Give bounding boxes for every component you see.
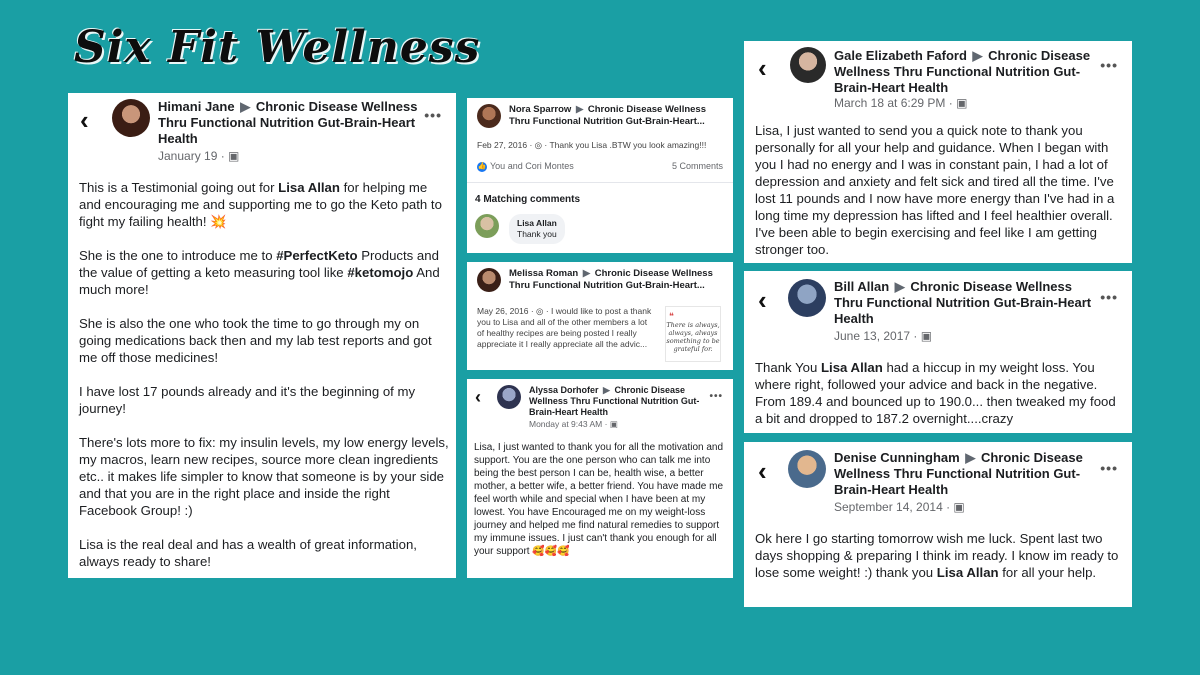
post-header: [158, 99, 418, 147]
comment-text: Thank you: [517, 229, 557, 239]
more-options-icon[interactable]: •••: [1100, 460, 1118, 476]
date-text[interactable]: September 14, 2014: [834, 500, 943, 514]
avatar[interactable]: [788, 450, 826, 488]
brand-logo: Six Fit Wellness: [74, 22, 481, 73]
post-text: Lisa, I just wanted to thank you for all the motivation and support. You are the one person who can talk me into being the best person I can be, health wise, a better mother, a better wife, a better friend. You have made me feel worth while and special when I have been at my lowest. You have Encouraged me on my weight-loss journey and helped me find natural remedies to support my immune issues. I just can't thank you enough for all your support 🥰🥰🥰: [474, 442, 724, 557]
comments-count[interactable]: 5 Comments: [671, 161, 723, 171]
post-text: Lisa, I just wanted to send you a quick note to thank you personally for all your help and guidance. When I began with you I had no energy and I was in constant pain, I had a lot of depression and anxiety and felt sick and tired all the time. I've lost 11 pounds and I now have more energy than I've had in a long time my depression has lifted and I feel healthier overall. I've been able to begin exercising and feel like I am getting stronger too.: [755, 123, 1115, 257]
commenter-avatar[interactable]: [475, 214, 499, 238]
arrow-icon: ▶: [575, 104, 584, 115]
avatar[interactable]: [477, 104, 501, 128]
author-name[interactable]: Alyssa Dorhofer: [529, 385, 599, 395]
avatar[interactable]: [788, 279, 826, 317]
group-name[interactable]: Chronic Disease Wellness Thru Functional Nutrition Gut-Brain-Heart Health: [834, 450, 1083, 497]
like-icon: 👍: [477, 162, 487, 170]
post-card-bill: [744, 271, 1132, 433]
more-options-icon[interactable]: •••: [1100, 289, 1118, 305]
author-name[interactable]: Bill Allan: [834, 279, 890, 294]
avatar[interactable]: [112, 99, 150, 137]
post-date: June 13, 2017 · ▣: [834, 329, 933, 343]
post-card-himani: [68, 93, 456, 578]
arrow-icon: ▶: [582, 268, 591, 279]
author-name[interactable]: Melissa Roman: [509, 268, 579, 279]
divider: [467, 182, 733, 183]
reactions-text: You and Cori Montes: [490, 161, 574, 171]
arrow-icon: ▶: [894, 279, 905, 294]
arrow-icon: ▶: [603, 385, 610, 395]
post-date: March 18 at 6:29 PM · ▣: [834, 96, 968, 110]
quote-text: There is always, always, always something to be grateful for.: [666, 321, 720, 353]
post-date: Monday at 9:43 AM · ▣: [529, 419, 618, 429]
arrow-icon: ▶: [965, 450, 976, 465]
post-header: [834, 279, 1094, 327]
avatar[interactable]: [790, 47, 826, 83]
post-card-alyssa: [467, 379, 733, 578]
post-header: [509, 104, 729, 128]
audience-icon: ▣: [609, 419, 618, 429]
group-name[interactable]: Chronic Disease Wellness Thru Functional Nutrition Gut-Brain-Heart Health: [834, 48, 1091, 95]
post-card-melissa: [467, 262, 733, 370]
date-text[interactable]: January 19: [158, 149, 218, 163]
post-card-gale: [744, 41, 1132, 263]
more-options-icon[interactable]: •••: [709, 391, 723, 402]
quote-mark-icon: ❝: [669, 312, 674, 322]
post-text: May 26, 2016 · ◎ · I would like to post a thank you to Lisa and all of the other members a lot of healthy recipes are being posted I really appreciate it I really appreciate all the advic...: [477, 306, 652, 349]
arrow-icon: ▶: [972, 48, 983, 63]
date-text[interactable]: March 18 at 6:29 PM: [834, 96, 946, 110]
post-card-denise: [744, 442, 1132, 607]
author-name[interactable]: Nora Sparrow: [509, 104, 572, 115]
audience-icon: ▣: [953, 500, 965, 514]
post-card-nora: [467, 98, 733, 253]
arrow-icon: ▶: [240, 99, 251, 114]
back-arrow-icon[interactable]: ‹: [475, 387, 481, 407]
avatar[interactable]: [497, 385, 521, 409]
more-options-icon[interactable]: •••: [424, 107, 442, 123]
group-name[interactable]: Chronic Disease Wellness Thru Functional Nutrition Gut-Brain-Heart...: [509, 104, 706, 127]
post-header: [529, 385, 705, 418]
post-header: [509, 268, 729, 292]
post-header: [834, 450, 1094, 498]
quote-image[interactable]: [665, 306, 721, 362]
date-text[interactable]: Monday at 9:43 AM: [529, 419, 603, 429]
author-name[interactable]: Himani Jane: [158, 99, 235, 114]
commenter-name[interactable]: Lisa Allan: [517, 218, 557, 228]
post-header: [834, 48, 1094, 96]
group-name[interactable]: Chronic Disease Wellness Thru Functional Nutrition Gut-Brain-Heart...: [509, 268, 713, 291]
audience-icon: ▣: [920, 329, 933, 343]
reactions[interactable]: [477, 161, 574, 172]
audience-icon: ▣: [956, 96, 968, 110]
author-name[interactable]: Denise Cunningham: [834, 450, 960, 465]
group-name[interactable]: Chronic Disease Wellness Thru Functional Nutrition Gut-Brain-Heart Health: [834, 279, 1092, 326]
date-text[interactable]: June 13, 2017: [834, 329, 911, 343]
audience-icon: ▣: [228, 149, 240, 163]
back-arrow-icon[interactable]: ‹: [758, 285, 767, 315]
author-name[interactable]: Gale Elizabeth Faford: [834, 48, 967, 63]
more-options-icon[interactable]: •••: [1100, 57, 1118, 73]
back-arrow-icon[interactable]: ‹: [80, 105, 89, 135]
post-date: September 14, 2014 · ▣: [834, 500, 965, 514]
group-name[interactable]: Chronic Disease Wellness Thru Functional Nutrition Gut-Brain-Heart Health: [158, 99, 418, 146]
matching-comments: 4 Matching comments: [475, 194, 581, 205]
post-text: Thank You Lisa Allan had a hiccup in my weight loss. You where right, followed your advice and back in the negative. From 189.4 and bounced up to 190.0... then tweaked my food a bit and dropped to 187.2 overnight....crazy: [755, 360, 1116, 426]
post-text: Ok here I go starting tomorrow wish me luck. Spent last two days shopping & preparing I think im ready. I know im ready to lose some weight! :) thank you Lisa Allan for all your help.: [755, 531, 1119, 580]
post-text: This is a Testimonial going out for Lisa Allan for helping me and encouraging me and supporting me to go the Keto path to fight my failing health! 💥 She is the one to introduce me to #PerfectKeto Products and the value of getting a keto measuring tool like #ketomojo And much more! She is also the one who took the time to go through my on going medications back then and my lab test reports and got me off those medicines! I have lost 17 pounds already and it's the beginning of my journey! There's lots more to fix: my insulin levels, my low energy levels, my macros, learn new recipes, source more clean ingredients etc.. it makes life simpler to know that someone is by your side and that you are in the right place and inside the right Facebook Group! :) Lisa is the real deal and has a wealth of great information, always ready to share!: [79, 180, 449, 569]
post-date: January 19 · ▣: [158, 149, 240, 163]
avatar[interactable]: [477, 268, 501, 292]
post-meta: Feb 27, 2016 · ◎ · Thank you Lisa .BTW you look amazing!!!: [477, 140, 707, 150]
group-name[interactable]: Chronic Disease Wellness Thru Functional Nutrition Gut-Brain-Heart Health: [529, 385, 700, 417]
comment-bubble: [509, 214, 565, 244]
back-arrow-icon[interactable]: ‹: [758, 456, 767, 486]
back-arrow-icon[interactable]: ‹: [758, 53, 767, 83]
